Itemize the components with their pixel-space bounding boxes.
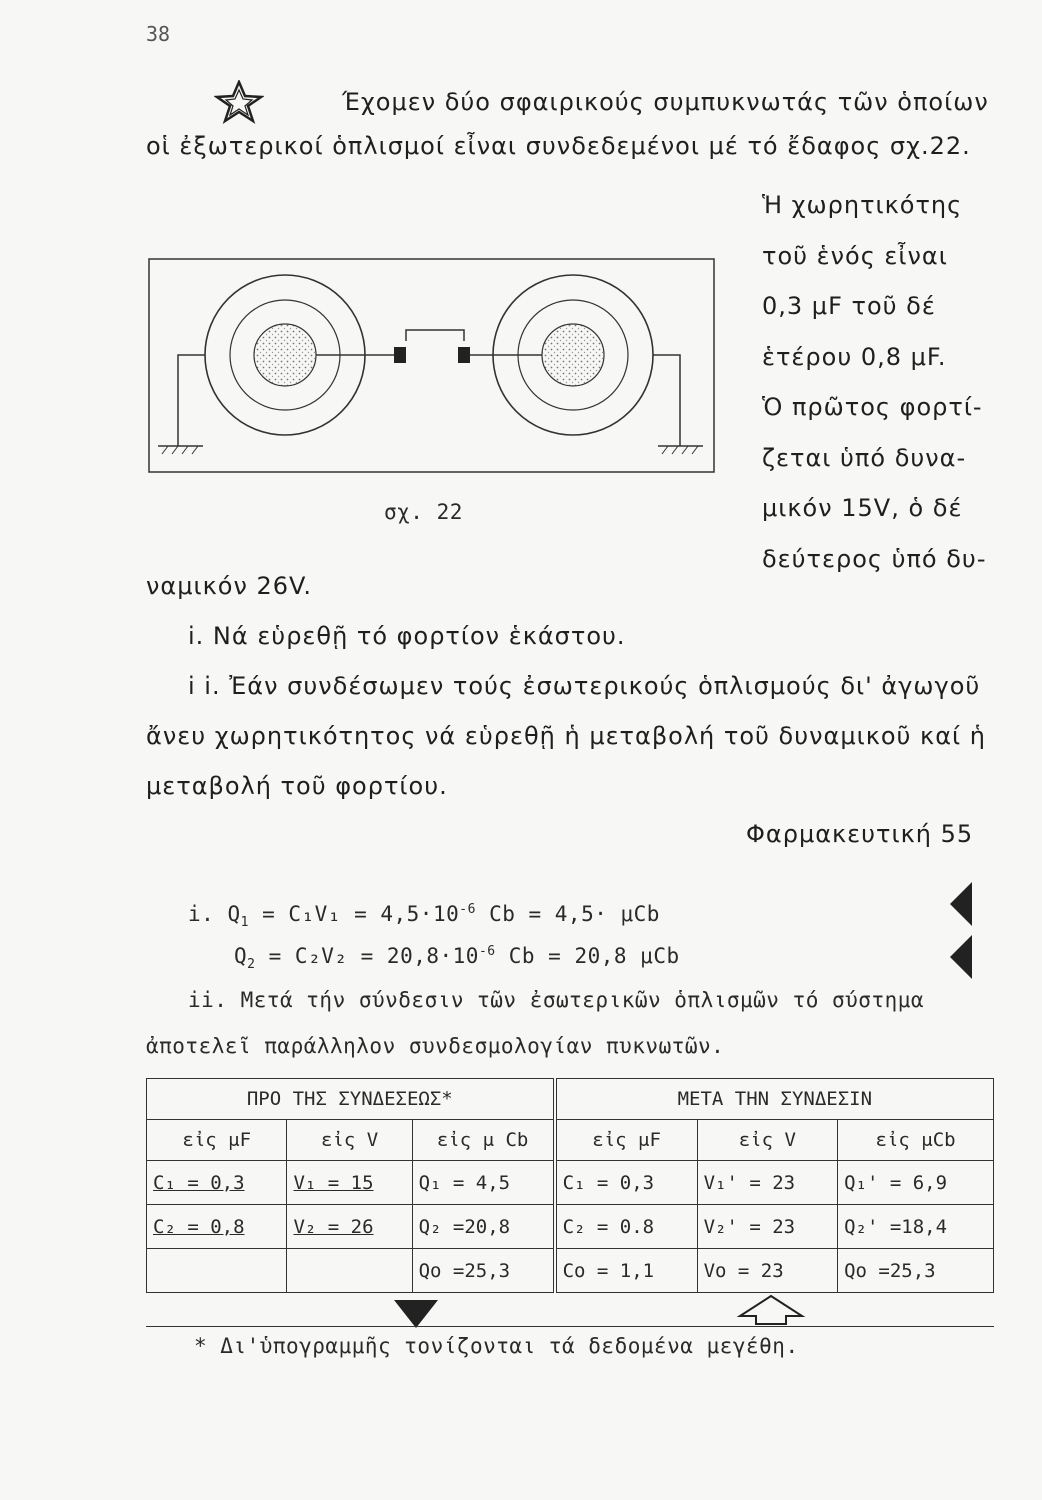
table-cell: V₁' = 23 (697, 1161, 837, 1205)
table-cell: C₁ = 0,3 (555, 1161, 698, 1205)
unit-cell: εἰς μF (147, 1120, 287, 1161)
question-i: i. Νά εὑρεθῇ τό φορτίον ἑκάστου. (188, 622, 626, 650)
table-cell (287, 1249, 412, 1293)
margin-marker-icon (950, 935, 972, 979)
table-cell: Q₂' =18,4 (838, 1205, 994, 1249)
star-icon (214, 80, 264, 124)
table-underline (146, 1326, 994, 1327)
table-cell: Q₁ = 4,5 (412, 1161, 555, 1205)
header-before: ΠΡΟ ΤΗΣ ΣΥΝΔΕΣΕΩΣ* (147, 1079, 555, 1120)
side-line: ἑτέρου 0,8 μF. (762, 342, 947, 371)
table-cell: C₂ = 0,8 (147, 1205, 287, 1249)
table-cell: Qo =25,3 (412, 1249, 555, 1293)
page-number: 38 (146, 22, 171, 46)
intro-line-1: Έχομεν δύο σφαιρικούς συμπυκνωτάς τῶν ὁποίων (342, 88, 989, 116)
table-cell: Q₁' = 6,9 (838, 1161, 994, 1205)
unit-cell: εἰς μ Cb (412, 1120, 555, 1161)
table-cell: Co = 1,1 (555, 1249, 698, 1293)
side-line: δεύτερος ὑπό δυ- (762, 544, 987, 573)
side-text (762, 180, 986, 584)
solution-ii-line-2: ἀποτελεῖ παράλληλον συνδεσμολογίαν πυκνωτῶν. (146, 1034, 725, 1058)
table-row (147, 1249, 994, 1293)
source-reference: Φαρμακευτική 55 (746, 820, 974, 848)
left-inner-sphere (254, 324, 316, 386)
side-line: ζεται ὑπό δυνα- (762, 443, 967, 472)
table-cell: C₂ = 0.8 (555, 1205, 698, 1249)
side-line: 0,3 μF τοῦ δέ (762, 292, 936, 320)
figure-caption: σχ. 22 (384, 500, 463, 524)
right-terminal (458, 347, 470, 363)
continuation-line: ναμικόν 26V. (146, 572, 312, 600)
table-row (147, 1161, 994, 1205)
solution-q1: i. $Q_1 = C_1V_1 = 4,5\cdot 10^{-6}$ Cb = 4,5· μCb (188, 902, 660, 931)
table-cell: Q₂ =20,8 (412, 1205, 555, 1249)
question-ii-line-2: ἄνευ χωρητικότητος νά εὑρεθῇ ἡ μεταβολή τοῦ δυναμικοῦ καί ἡ (146, 722, 986, 750)
side-line: Ἡ χωρητικότης (762, 191, 963, 219)
side-line: Ὁ πρῶτος φορτί- (762, 393, 983, 421)
side-line: μικόν 15V, ὁ δέ (762, 494, 963, 522)
question-ii-line-3: μεταβολή τοῦ φορτίου. (146, 772, 448, 800)
table-cell: V₂' = 23 (697, 1205, 837, 1249)
question-ii-line-1: i i. Ἐάν συνδέσωμεν τούς ἐσωτερικούς ὁπλισμούς δι' ἀγωγοῦ (188, 672, 981, 700)
unit-cell: εἰς μF (555, 1120, 698, 1161)
solution-ii-line-1: ii. Μετά τήν σύνδεσιν τῶν ἐσωτερικῶν ὁπλισμῶν τό σύστημα (188, 988, 925, 1012)
right-inner-sphere (542, 324, 604, 386)
capacitor-figure (148, 258, 716, 474)
unit-cell: εἰς V (287, 1120, 412, 1161)
up-arrow-icon (736, 1294, 806, 1326)
solution-q2: $Q_2 = C_2V_2 = 20,8\cdot 10^{-6}$ Cb = 20,8 μCb (234, 944, 680, 973)
table-row (147, 1205, 994, 1249)
header-after: ΜΕΤΑ ΤΗΝ ΣΥΝΔΕΣΙΝ (555, 1079, 994, 1120)
unit-cell: εἰς μCb (838, 1120, 994, 1161)
table-cell (147, 1249, 287, 1293)
table-cell: C₁ = 0,3 (147, 1161, 287, 1205)
capacitor-table (146, 1078, 994, 1293)
side-line: τοῦ ἑνός εἶναι (762, 241, 948, 270)
table-cell: Qo =25,3 (838, 1249, 994, 1293)
table-cell: V₁ = 15 (287, 1161, 412, 1205)
figure-frame (149, 259, 714, 472)
table-cell: V₂ = 26 (287, 1205, 412, 1249)
table-cell: Vo = 23 (697, 1249, 837, 1293)
left-terminal (394, 347, 406, 363)
unit-cell: εἰς V (697, 1120, 837, 1161)
margin-marker-icon (950, 882, 972, 926)
footnote: * Δι'ὑπογραμμῆς τονίζονται τά δεδομένα μεγέθη. (194, 1334, 799, 1358)
down-arrow-icon (394, 1300, 438, 1328)
intro-line-2: οἱ ἐξωτερικοί ὁπλισμοί εἶναι συνδεδεμένοι μέ τό ἔδαφος σχ.22. (146, 132, 971, 160)
